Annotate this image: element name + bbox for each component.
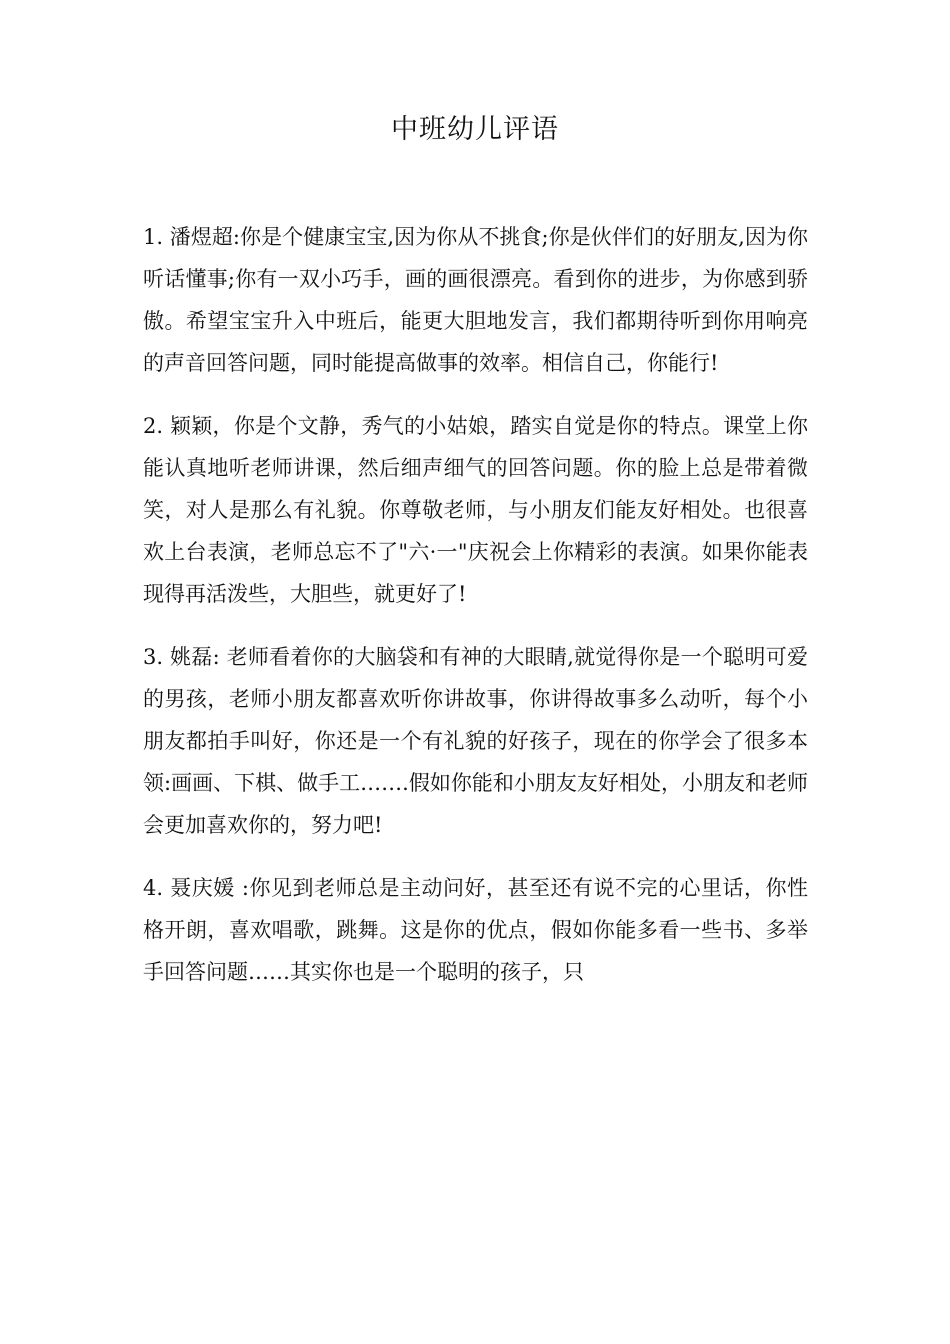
comment-paragraph-4: 4. 聂庆媛 :你见到老师总是主动问好，甚至还有说不完的心里话，你性格开朗，喜欢唱歌，跳舞。这是你的优点，假如你能多看一些书、多举手回答问题……其实你也是一个聪明的孩子，只 xyxy=(143,876,808,984)
comment-paragraph-1: 1. 潘煜超:你是个健康宝宝,因为你从不挑食;你是伙伴们的好朋友,因为你听话懂事;你有一双小巧手，画的画很漂亮。看到你的进步，为你感到骄傲。希望宝宝升入中班后，能更大胆地发言，我们都期待听到你用响亮的声音回答问题，同时能提高做事的效率。相信自己，你能行! xyxy=(143,225,808,375)
comment-paragraph-2: 2. 颖颖，你是个文静，秀气的小姑娘，踏实自觉是你的特点。课堂上你能认真地听老师讲课，然后细声细气的回答问题。你的脸上总是带着微笑，对人是那么有礼貌。你尊敬老师，与小朋友们能友好相处。也很喜欢上台表演，老师总忘不了"六·一"庆祝会上你精彩的表演。如果你能表现得再活泼些，大胆些，就更好了! xyxy=(143,414,808,606)
document-title: 中班幼儿评语 xyxy=(391,114,559,145)
document-body xyxy=(143,216,808,1014)
comment-paragraph-3: 3. 姚磊: 老师看着你的大脑袋和有神的大眼睛,就觉得你是一个聪明可爱的男孩，老师小朋友都喜欢听你讲故事，你讲得故事多么动听，每个小朋友都拍手叫好，你还是一个有礼貌的好孩子，现在的你学会了很多本领:画画、下棋、做手工…….假如你能和小朋友友好相处，小朋友和老师会更加喜欢你的，努力吧! xyxy=(143,645,808,837)
